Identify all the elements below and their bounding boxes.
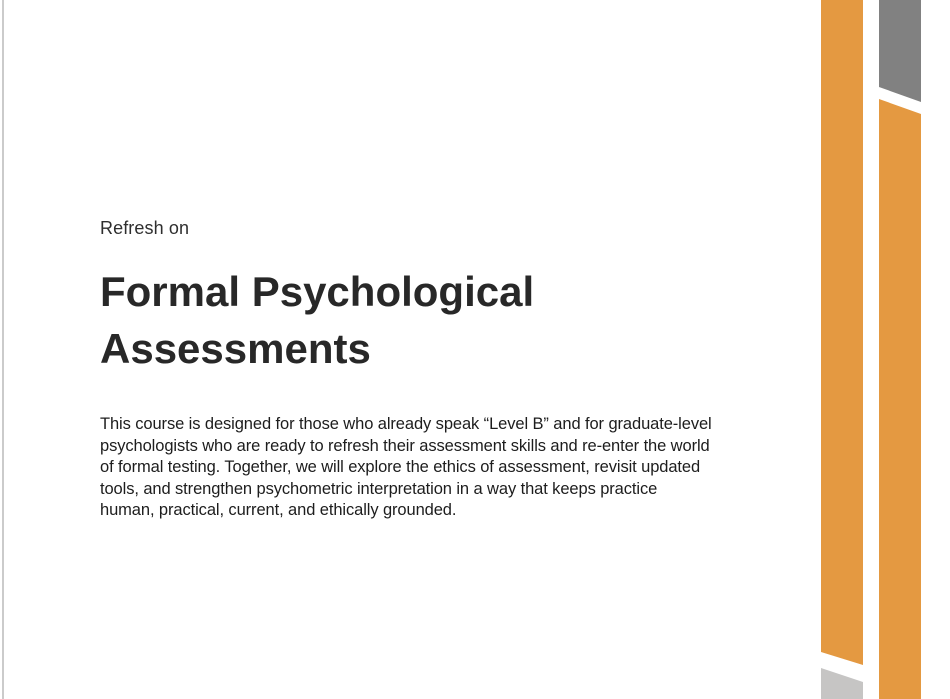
orange-bar-left bbox=[821, 0, 863, 665]
page-left-edge-line bbox=[2, 0, 4, 699]
page-title: Formal Psychological Assessments bbox=[100, 268, 535, 372]
gray-block-top-right bbox=[879, 0, 921, 102]
kicker-text: Refresh on bbox=[100, 218, 190, 238]
description-paragraph: This course is designed for those who already speak “Level B” and for graduate-level psychologists who are ready to refresh their assessment skills and re-enter the world of formal testing. Together, we will explore the ethics of assessment, revisit updated tools, and strengthen psychometric interpretation in a way that keeps practice human, practical, current, and ethically grounded. bbox=[100, 415, 712, 520]
orange-bar-right bbox=[879, 99, 921, 699]
gray-wedge-bottom-left bbox=[821, 668, 863, 699]
